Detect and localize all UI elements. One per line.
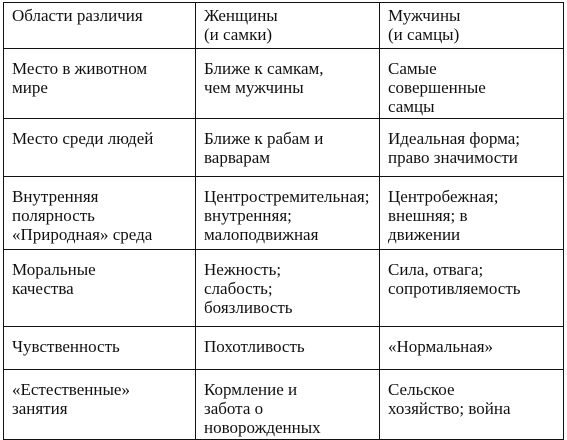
cell-men: Идеальная форма; право значимости (380, 119, 564, 177)
cell-men: Самые совершенные самцы (380, 49, 564, 119)
cell-men: Центробежная; внешняя; в движении (380, 177, 564, 250)
table-header-row (4, 3, 564, 49)
table-row (4, 119, 564, 177)
cell-men: «Нормальная» (380, 327, 564, 370)
header-men: Мужчины (и самцы) (380, 3, 564, 49)
cell-women: Центростремительная; внутренняя; малоподвижная (196, 177, 380, 250)
table-row (4, 177, 564, 250)
header-women: Женщины (и самки) (196, 3, 380, 49)
cell-women: Ближе к самкам, чем мужчины (196, 49, 380, 119)
cell-women: Кормление и забота о новорожденных (196, 370, 380, 440)
table-row (4, 327, 564, 370)
cell-area: Внутренняя полярность «Природная» среда (4, 177, 196, 250)
table-row (4, 370, 564, 440)
cell-men: Сельское хозяйство; война (380, 370, 564, 440)
cell-men: Сила, отвага; сопротивляемость (380, 250, 564, 327)
header-areas: Области различия (4, 3, 196, 49)
cell-women: Ближе к рабам и варварам (196, 119, 380, 177)
cell-women: Нежность; слабость; боязливость (196, 250, 380, 327)
cell-area: Моральные качества (4, 250, 196, 327)
cell-area: Место в животном мире (4, 49, 196, 119)
cell-area: «Естественные» занятия (4, 370, 196, 440)
cell-women: Похотливость (196, 327, 380, 370)
table-row (4, 49, 564, 119)
cell-area: Чувственность (4, 327, 196, 370)
cell-area: Место среди людей (4, 119, 196, 177)
table-row (4, 250, 564, 327)
comparison-table (3, 2, 564, 440)
